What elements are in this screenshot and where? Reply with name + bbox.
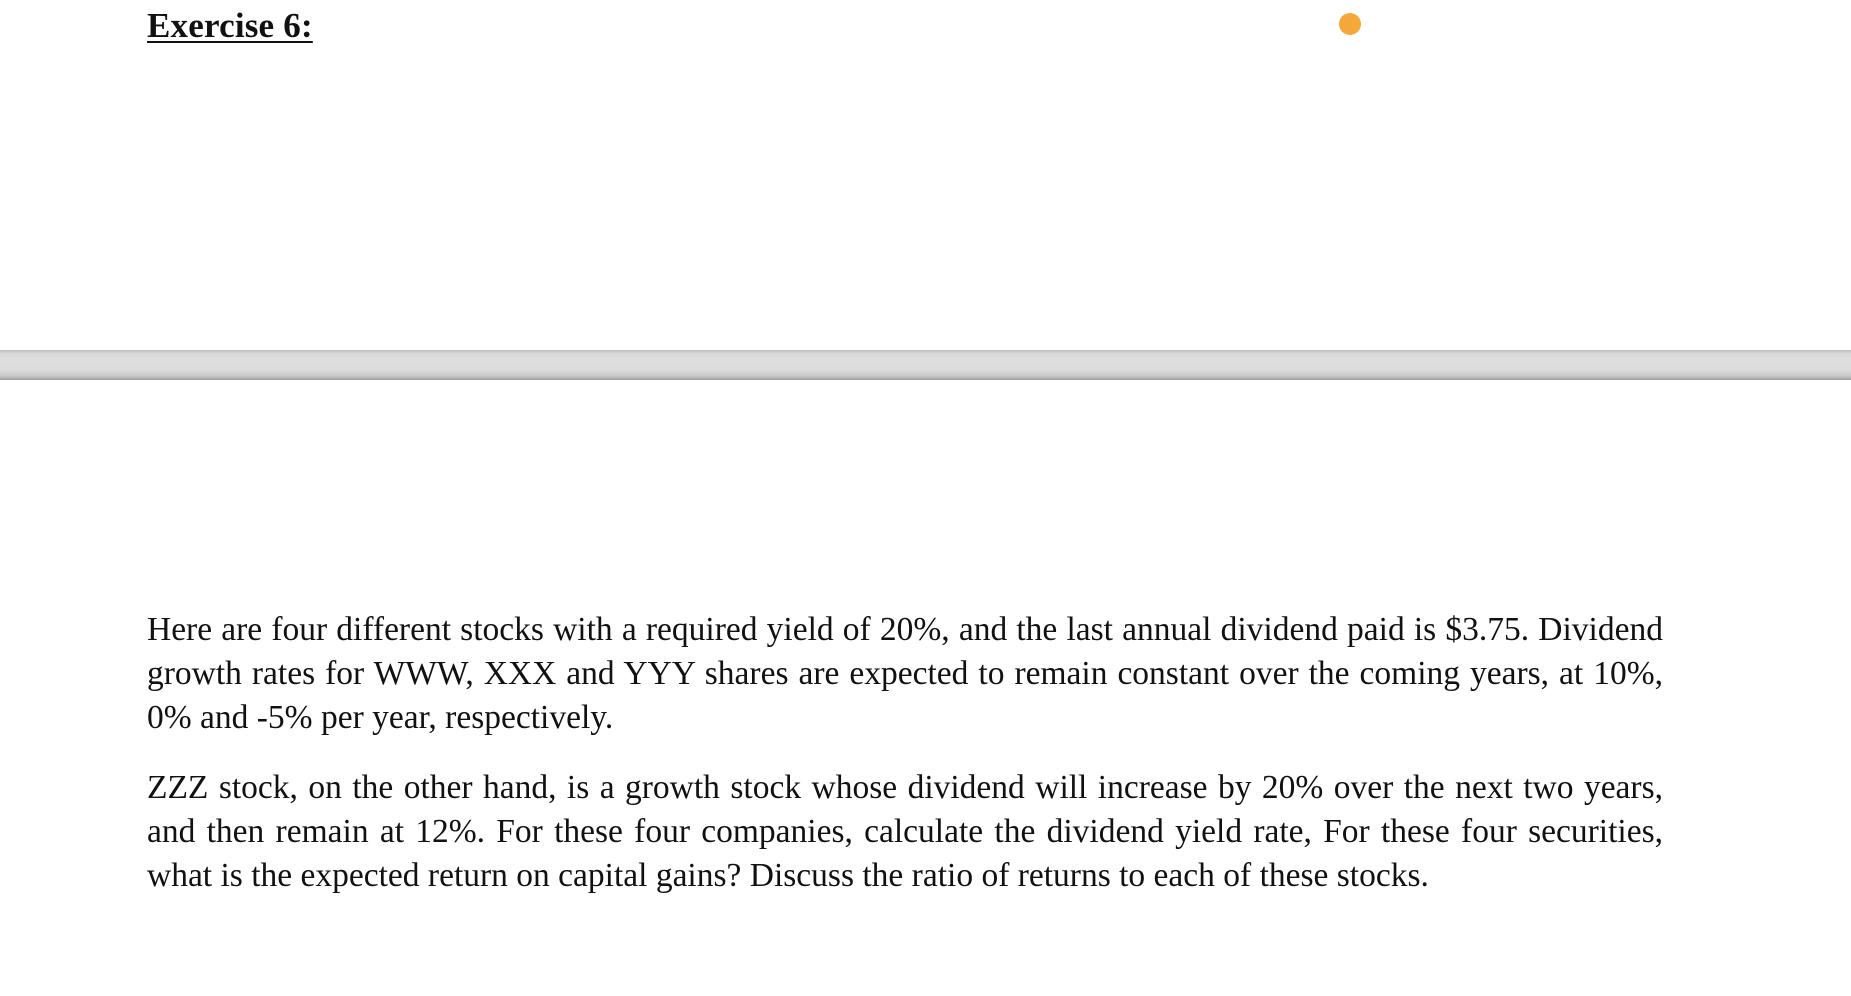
paragraph-stocks-intro: Here are four different stocks with a required yield of 20%, and the last annual dividend paid is $3.75. Dividend growth rates for WWW, XXX and YYY shares are expected to remain constant over the coming years, at 10%, 0% and -5% per year, respectively. xyxy=(147,611,1663,736)
orange-dot-icon xyxy=(1339,13,1361,35)
exercise-heading: Exercise 6: xyxy=(147,6,313,45)
document-page-top xyxy=(0,0,1851,350)
paragraph-zzz-question: ZZZ stock, on the other hand, is a growth stock whose dividend will increase by 20% over the next two years, and then remain at 12%. For these four companies, calculate the dividend yield rate, For these four securities, what is the expected return on capital gains? Discuss the ratio of returns to each of these stocks. xyxy=(147,769,1663,894)
page-separator xyxy=(0,350,1851,380)
